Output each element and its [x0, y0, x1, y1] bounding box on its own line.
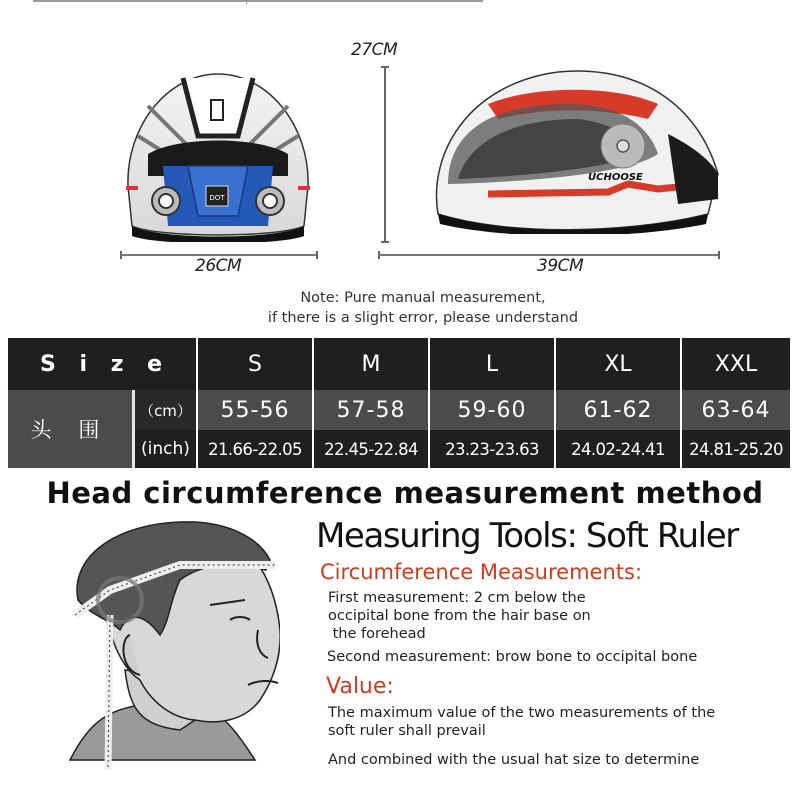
cm-value-xxl: 63-64 [682, 390, 790, 430]
inch-value-l: 23.23-23.63 [430, 430, 554, 468]
side-length-tick-right [718, 251, 720, 259]
top-divider-tick [246, 0, 247, 4]
head-measurement-illustration [30, 520, 280, 772]
inch-value-xxl: 24.81-25.20 [682, 430, 790, 468]
method-title: Head circumference measurement method [46, 476, 764, 510]
note-line-1: Note: Pure manual measurement, [300, 290, 546, 306]
size-header-m: M [314, 338, 428, 390]
size-header-xl: XL [556, 338, 680, 390]
measurement-note [0, 288, 800, 328]
head-circumference-label: 头 围 [8, 390, 132, 468]
height-tick-bottom [381, 241, 389, 243]
first-measurement-line-1: First measurement: 2 cm below the [328, 590, 586, 606]
value-text [328, 704, 715, 740]
side-length-label: 39CM [537, 256, 584, 276]
size-header-label: S i z e [8, 338, 196, 390]
value-line-2: soft ruler shall prevail [328, 723, 486, 739]
height-dimension-line [384, 66, 386, 242]
svg-text:DOT: DOT [209, 194, 225, 202]
top-divider [33, 0, 483, 2]
note-line-2: if there is a slight error, please understand [267, 310, 579, 326]
cm-value-l: 59-60 [430, 390, 554, 430]
inch-value-s: 21.66-22.05 [198, 430, 312, 468]
measuring-tools-heading: Measuring Tools: Soft Ruler [316, 516, 738, 556]
height-label: 27CM [351, 40, 398, 60]
second-measurement-text: Second measurement: brow bone to occipital bone [327, 649, 698, 665]
value-heading: Value: [326, 674, 394, 699]
hat-size-text: And combined with the usual hat size to determine [328, 752, 700, 768]
size-header-l: L [430, 338, 554, 390]
circumference-heading: Circumference Measurements: [320, 560, 643, 584]
first-measurement-line-2: occipital bone from the hair base on [328, 608, 591, 624]
value-line-1: The maximum value of the two measurements of the [328, 705, 716, 721]
unit-cm-label: （cm） [135, 390, 196, 430]
cm-value-xl: 61-62 [556, 390, 680, 430]
cm-value-m: 57-58 [314, 390, 428, 430]
front-width-tick-right [316, 251, 318, 259]
cm-value-s: 55-56 [198, 390, 312, 430]
unit-inch-label: (inch) [135, 430, 196, 468]
inch-value-xl: 24.02-24.41 [556, 430, 680, 468]
helmet-front-image [118, 66, 318, 242]
first-measurement-line-3: the forehead [328, 626, 426, 642]
size-table [8, 338, 793, 468]
helmet-side-image [428, 64, 728, 234]
svg-text:UCHOOSE: UCHOOSE [588, 172, 643, 183]
size-header-s: S [198, 338, 312, 390]
size-header-xxl: XXL [682, 338, 790, 390]
inch-value-m: 22.45-22.84 [314, 430, 428, 468]
front-width-label: 26CM [195, 256, 242, 276]
first-measurement-text [328, 589, 591, 643]
